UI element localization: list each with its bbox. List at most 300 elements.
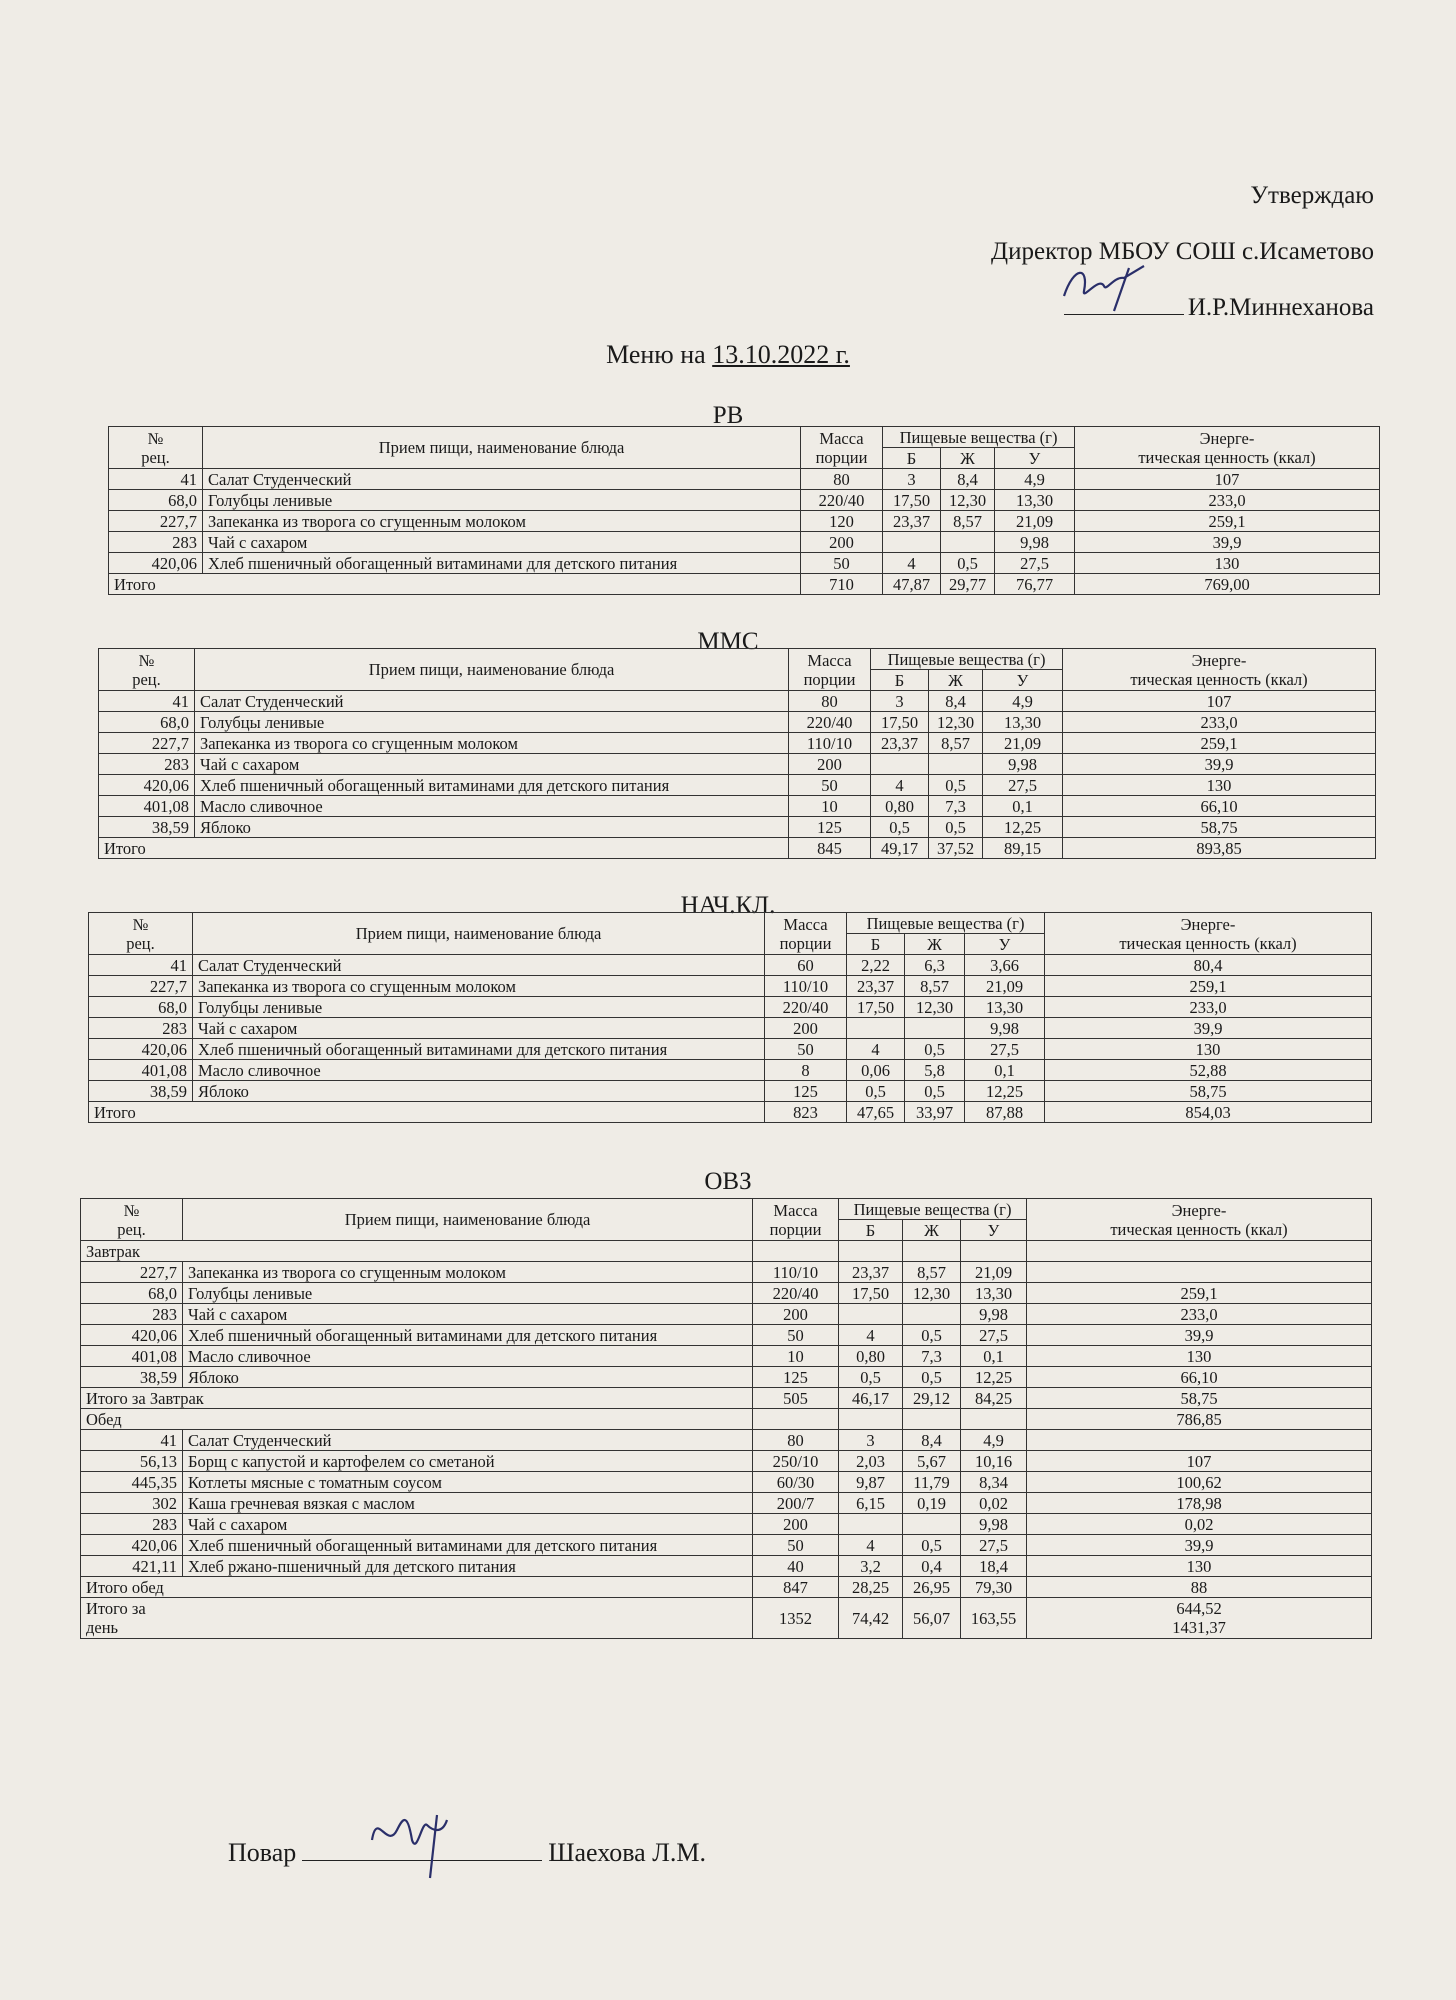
carbs-value: 3,66	[965, 955, 1045, 976]
total-label: Итого	[89, 1102, 765, 1123]
protein-value: 17,50	[839, 1283, 903, 1304]
dish-name: Котлеты мясные с томатным соусом	[183, 1472, 753, 1493]
table-row	[81, 1325, 1372, 1346]
carbs-value: 9,98	[965, 1018, 1045, 1039]
recipe-number: 283	[99, 754, 195, 775]
protein-value: 17,50	[883, 490, 941, 511]
cook-name: Шаехова Л.М.	[548, 1838, 706, 1867]
total-energy: 854,03	[1045, 1102, 1372, 1123]
recipe-number: 56,13	[81, 1451, 183, 1472]
header-energy1: Энерге-	[1180, 914, 1236, 934]
recipe-number: 401,08	[81, 1346, 183, 1367]
carbs-value: 0,1	[961, 1346, 1027, 1367]
dish-name: Хлеб пшеничный обогащенный витаминами для детского питания	[183, 1535, 753, 1556]
fat-value: 7,3	[929, 796, 983, 817]
table-row	[81, 1556, 1372, 1577]
day-total-carbs: 163,55	[961, 1598, 1027, 1639]
carbs-value: 21,09	[995, 511, 1075, 532]
dish-name: Хлеб пшеничный обогащенный витаминами для детского питания	[203, 553, 801, 574]
fat-value: 5,8	[905, 1060, 965, 1081]
approval-label: Утверждаю	[1250, 182, 1374, 209]
table-row	[81, 1451, 1372, 1472]
total-protein: 28,25	[839, 1577, 903, 1598]
recipe-number: 302	[81, 1493, 183, 1514]
carbs-value: 27,5	[983, 775, 1063, 796]
protein-value: 0,5	[847, 1081, 905, 1102]
total-fat: 29,12	[903, 1388, 961, 1409]
recipe-number: 283	[109, 532, 203, 553]
energy-value: 178,98	[1027, 1493, 1372, 1514]
fat-value: 8,57	[929, 733, 983, 754]
portion-mass: 250/10	[753, 1451, 839, 1472]
header-b: Б	[883, 448, 941, 469]
table-row	[89, 976, 1372, 997]
day-total-label1: Итого за	[86, 1599, 146, 1618]
header-mass1: Масса	[773, 1200, 818, 1220]
energy-value: 233,0	[1027, 1304, 1372, 1325]
header-energy2: тическая ценность (ккал)	[1119, 933, 1297, 953]
recipe-number: 420,06	[81, 1535, 183, 1556]
table-row	[89, 1039, 1372, 1060]
energy-value: 39,9	[1075, 532, 1380, 553]
portion-mass: 50	[789, 775, 871, 796]
carbs-value: 9,98	[961, 1304, 1027, 1325]
fat-value	[941, 532, 995, 553]
total-mass: 710	[801, 574, 883, 595]
day-total-protein: 74,42	[839, 1598, 903, 1639]
header-num: №	[147, 428, 164, 448]
header-dish: Прием пищи, наименование блюда	[203, 427, 801, 469]
fat-value: 12,30	[905, 997, 965, 1018]
approval-block	[991, 168, 1374, 336]
dish-name: Голубцы ленивые	[195, 712, 789, 733]
recipe-number: 41	[109, 469, 203, 490]
portion-mass: 40	[753, 1556, 839, 1577]
protein-value: 4	[847, 1039, 905, 1060]
header-mass2: порции	[779, 933, 832, 953]
director-name: И.Р.Миннеханова	[1187, 294, 1374, 321]
header-rec-cell	[99, 649, 195, 691]
energy-value: 66,10	[1063, 796, 1376, 817]
header-mass2: порции	[769, 1219, 822, 1239]
recipe-number: 68,0	[89, 997, 193, 1018]
total-energy: 769,00	[1075, 574, 1380, 595]
fat-value	[903, 1514, 961, 1535]
header-zh: Ж	[941, 448, 995, 469]
header-rec: рец.	[117, 1219, 146, 1239]
header-energy	[1045, 913, 1372, 955]
recipe-number: 38,59	[99, 817, 195, 838]
carbs-value: 12,25	[965, 1081, 1045, 1102]
header-mass1: Масса	[783, 914, 828, 934]
empty-cell	[753, 1241, 839, 1262]
portion-mass: 8	[765, 1060, 847, 1081]
total-row	[81, 1577, 1372, 1598]
table-row	[109, 511, 1380, 532]
protein-value: 2,03	[839, 1451, 903, 1472]
header-energy	[1027, 1199, 1372, 1241]
protein-value: 2,22	[847, 955, 905, 976]
meal-label-row	[81, 1409, 1372, 1430]
energy-value: 100,62	[1027, 1472, 1372, 1493]
header-u: У	[961, 1220, 1027, 1241]
carbs-value: 13,30	[961, 1283, 1027, 1304]
energy-value: 233,0	[1045, 997, 1372, 1018]
header-mass	[801, 427, 883, 469]
table-body	[109, 427, 1380, 595]
table-row	[109, 532, 1380, 553]
carbs-value: 9,98	[961, 1514, 1027, 1535]
carbs-value: 27,5	[961, 1325, 1027, 1346]
fat-value: 8,4	[941, 469, 995, 490]
energy-value: 233,0	[1063, 712, 1376, 733]
protein-value: 23,37	[847, 976, 905, 997]
header-energy	[1063, 649, 1376, 691]
portion-mass: 50	[765, 1039, 847, 1060]
dish-name: Запеканка из творога со сгущенным молоком	[195, 733, 789, 754]
dish-name: Запеканка из творога со сгущенным молоком	[183, 1262, 753, 1283]
header-nutrients: Пищевые вещества (г)	[883, 427, 1075, 448]
fat-value	[903, 1304, 961, 1325]
dish-name: Хлеб пшеничный обогащенный витаминами для детского питания	[195, 775, 789, 796]
fat-value: 0,5	[903, 1325, 961, 1346]
fat-value: 5,67	[903, 1451, 961, 1472]
header-energy1: Энерге-	[1191, 650, 1247, 670]
portion-mass: 220/40	[765, 997, 847, 1018]
director-signature	[1064, 292, 1184, 315]
dish-name: Голубцы ленивые	[203, 490, 801, 511]
portion-mass: 10	[753, 1346, 839, 1367]
dish-name: Борщ с капустой и картофелем со сметаной	[183, 1451, 753, 1472]
table-row	[81, 1493, 1372, 1514]
carbs-value: 21,09	[961, 1262, 1027, 1283]
cook-signature	[302, 1840, 542, 1861]
approval-signature-row	[991, 280, 1374, 336]
recipe-number: 227,7	[109, 511, 203, 532]
recipe-number: 38,59	[89, 1081, 193, 1102]
protein-value: 3,2	[839, 1556, 903, 1577]
dish-name: Чай с сахаром	[183, 1514, 753, 1535]
header-nutrients: Пищевые вещества (г)	[871, 649, 1063, 670]
portion-mass: 50	[753, 1325, 839, 1346]
table-row	[81, 1430, 1372, 1451]
table-row	[89, 1018, 1372, 1039]
table-row	[81, 1535, 1372, 1556]
header-mass	[753, 1199, 839, 1241]
fat-value: 11,79	[903, 1472, 961, 1493]
total-protein: 49,17	[871, 838, 929, 859]
energy-value: 259,1	[1045, 976, 1372, 997]
carbs-value: 4,9	[995, 469, 1075, 490]
dish-name: Чай с сахаром	[195, 754, 789, 775]
header-nutrients: Пищевые вещества (г)	[839, 1199, 1027, 1220]
empty-cell	[903, 1409, 961, 1430]
table-row	[81, 1262, 1372, 1283]
energy-value	[1027, 1262, 1372, 1283]
energy-value: 233,0	[1075, 490, 1380, 511]
portion-mass: 60/30	[753, 1472, 839, 1493]
total-label: Итого	[99, 838, 789, 859]
carbs-value: 27,5	[965, 1039, 1045, 1060]
recipe-number: 401,08	[89, 1060, 193, 1081]
protein-value: 4	[883, 553, 941, 574]
header-num: №	[138, 650, 155, 670]
header-u: У	[995, 448, 1075, 469]
energy-value: 0,02	[1027, 1514, 1372, 1535]
portion-mass: 200	[801, 532, 883, 553]
recipe-number: 227,7	[81, 1262, 183, 1283]
empty-cell	[753, 1409, 839, 1430]
protein-value	[883, 532, 941, 553]
header-row	[99, 649, 1376, 670]
protein-value: 23,37	[839, 1262, 903, 1283]
header-mass2: порции	[815, 447, 868, 467]
header-nutrients: Пищевые вещества (г)	[847, 913, 1045, 934]
portion-mass: 110/10	[753, 1262, 839, 1283]
table-row	[81, 1304, 1372, 1325]
recipe-number: 227,7	[99, 733, 195, 754]
energy-value: 107	[1075, 469, 1380, 490]
total-row	[99, 838, 1376, 859]
title-prefix: Меню на	[606, 340, 706, 369]
protein-value	[871, 754, 929, 775]
meal-label: Обед	[81, 1409, 753, 1430]
carbs-value: 8,34	[961, 1472, 1027, 1493]
portion-mass: 200	[753, 1514, 839, 1535]
table-row	[109, 553, 1380, 574]
protein-value: 0,5	[871, 817, 929, 838]
table-row	[109, 490, 1380, 511]
carbs-value: 21,09	[983, 733, 1063, 754]
dish-name: Масло сливочное	[183, 1346, 753, 1367]
header-b: Б	[871, 670, 929, 691]
protein-value	[839, 1304, 903, 1325]
protein-value: 9,87	[839, 1472, 903, 1493]
recipe-number: 420,06	[89, 1039, 193, 1060]
carbs-value: 27,5	[961, 1535, 1027, 1556]
carbs-value: 0,1	[965, 1060, 1045, 1081]
protein-value: 0,80	[839, 1346, 903, 1367]
empty-cell	[961, 1241, 1027, 1262]
day-total-energy	[1027, 1598, 1372, 1639]
total-label: Итого	[109, 574, 801, 595]
fat-value: 7,3	[903, 1346, 961, 1367]
protein-value: 0,06	[847, 1060, 905, 1081]
header-mass2: порции	[803, 669, 856, 689]
dish-name: Салат Студенческий	[195, 691, 789, 712]
energy-value	[1027, 1430, 1372, 1451]
table-row	[99, 754, 1376, 775]
header-mass1: Масса	[819, 428, 864, 448]
table-row	[81, 1472, 1372, 1493]
portion-mass: 200	[753, 1304, 839, 1325]
header-zh: Ж	[903, 1220, 961, 1241]
table-row	[99, 817, 1376, 838]
total-fat: 33,97	[905, 1102, 965, 1123]
table-row	[81, 1346, 1372, 1367]
dish-name: Салат Студенческий	[203, 469, 801, 490]
table-row	[81, 1283, 1372, 1304]
energy-value: 130	[1075, 553, 1380, 574]
fat-value: 0,5	[905, 1081, 965, 1102]
cook-role: Повар	[228, 1838, 297, 1867]
section-title-mms: ММС	[697, 628, 759, 655]
carbs-value: 12,25	[961, 1367, 1027, 1388]
total-carbs: 89,15	[983, 838, 1063, 859]
total-energy: 88	[1027, 1577, 1372, 1598]
section-title-nach: НАЧ.КЛ.	[680, 892, 776, 919]
recipe-number: 68,0	[109, 490, 203, 511]
energy-value: 259,1	[1027, 1283, 1372, 1304]
protein-value: 17,50	[871, 712, 929, 733]
energy-value: 107	[1063, 691, 1376, 712]
protein-value: 3	[883, 469, 941, 490]
dish-name: Салат Студенческий	[183, 1430, 753, 1451]
protein-value: 6,15	[839, 1493, 903, 1514]
header-b: Б	[839, 1220, 903, 1241]
energy-value: 39,9	[1045, 1018, 1372, 1039]
table-row	[99, 775, 1376, 796]
dish-name: Запеканка из творога со сгущенным молоком	[203, 511, 801, 532]
portion-mass: 120	[801, 511, 883, 532]
energy-value: 58,75	[1063, 817, 1376, 838]
carbs-value: 4,9	[983, 691, 1063, 712]
menu-table-nach	[88, 912, 1372, 1123]
total-mass: 505	[753, 1388, 839, 1409]
header-b: Б	[847, 934, 905, 955]
carbs-value: 9,98	[983, 754, 1063, 775]
portion-mass: 110/10	[765, 976, 847, 997]
portion-mass: 125	[789, 817, 871, 838]
dish-name: Голубцы ленивые	[193, 997, 765, 1018]
recipe-number: 445,35	[81, 1472, 183, 1493]
header-row	[89, 913, 1372, 934]
header-energy1: Энерге-	[1171, 1200, 1227, 1220]
header-rec-cell	[81, 1199, 183, 1241]
header-energy	[1075, 427, 1380, 469]
header-row	[109, 427, 1380, 448]
table-row	[99, 691, 1376, 712]
fat-value	[905, 1018, 965, 1039]
fat-value: 0,5	[905, 1039, 965, 1060]
carbs-value: 21,09	[965, 976, 1045, 997]
energy-value: 66,10	[1027, 1367, 1372, 1388]
protein-value	[847, 1018, 905, 1039]
recipe-number: 41	[81, 1430, 183, 1451]
energy-value: 130	[1045, 1039, 1372, 1060]
cook-signature-block	[228, 1838, 706, 1868]
dish-name: Чай с сахаром	[183, 1304, 753, 1325]
fat-value: 0,4	[903, 1556, 961, 1577]
recipe-number: 68,0	[81, 1283, 183, 1304]
recipe-number: 283	[81, 1304, 183, 1325]
header-mass	[789, 649, 871, 691]
energy-value: 130	[1063, 775, 1376, 796]
portion-mass: 125	[753, 1367, 839, 1388]
header-num: №	[123, 1200, 140, 1220]
table-row	[89, 997, 1372, 1018]
recipe-number: 227,7	[89, 976, 193, 997]
meal-energy: 786,85	[1027, 1409, 1372, 1430]
carbs-value: 27,5	[995, 553, 1075, 574]
fat-value: 0,19	[903, 1493, 961, 1514]
recipe-number: 401,08	[99, 796, 195, 817]
header-dish: Прием пищи, наименование блюда	[193, 913, 765, 955]
table-body	[89, 913, 1372, 1123]
total-row	[89, 1102, 1372, 1123]
dish-name: Хлеб пшеничный обогащенный витаминами для детского питания	[193, 1039, 765, 1060]
protein-value: 0,5	[839, 1367, 903, 1388]
total-protein: 47,65	[847, 1102, 905, 1123]
header-u: У	[965, 934, 1045, 955]
fat-value: 8,57	[941, 511, 995, 532]
total-carbs: 84,25	[961, 1388, 1027, 1409]
dish-name: Хлеб пшеничный обогащенный витаминами для детского питания	[183, 1325, 753, 1346]
energy-value: 80,4	[1045, 955, 1372, 976]
energy-value: 39,9	[1027, 1535, 1372, 1556]
header-rec-cell	[109, 427, 203, 469]
dish-name: Чай с сахаром	[203, 532, 801, 553]
energy-value: 39,9	[1027, 1325, 1372, 1346]
dish-name: Салат Студенческий	[193, 955, 765, 976]
dish-name: Голубцы ленивые	[183, 1283, 753, 1304]
table-row	[89, 1081, 1372, 1102]
protein-value: 4	[871, 775, 929, 796]
total-protein: 47,87	[883, 574, 941, 595]
fat-value: 0,5	[903, 1367, 961, 1388]
fat-value: 8,57	[905, 976, 965, 997]
total-fat: 26,95	[903, 1577, 961, 1598]
portion-mass: 200	[789, 754, 871, 775]
empty-cell	[1027, 1241, 1372, 1262]
portion-mass: 60	[765, 955, 847, 976]
energy-value: 107	[1027, 1451, 1372, 1472]
recipe-number: 421,11	[81, 1556, 183, 1577]
carbs-value: 12,25	[983, 817, 1063, 838]
portion-mass: 80	[753, 1430, 839, 1451]
total-mass: 847	[753, 1577, 839, 1598]
fat-value: 12,30	[903, 1283, 961, 1304]
header-mass1: Масса	[807, 650, 852, 670]
protein-value	[839, 1514, 903, 1535]
portion-mass: 80	[789, 691, 871, 712]
fat-value: 6,3	[905, 955, 965, 976]
header-mass	[765, 913, 847, 955]
protein-value: 23,37	[871, 733, 929, 754]
header-num: №	[132, 914, 149, 934]
meal-label: Завтрак	[81, 1241, 753, 1262]
total-row	[81, 1388, 1372, 1409]
fat-value: 0,5	[929, 817, 983, 838]
section-title-ovz: ОВЗ	[704, 1168, 752, 1195]
dish-name: Яблоко	[183, 1367, 753, 1388]
dish-name: Яблоко	[195, 817, 789, 838]
protein-value: 0,80	[871, 796, 929, 817]
header-dish: Прием пищи, наименование блюда	[183, 1199, 753, 1241]
total-protein: 46,17	[839, 1388, 903, 1409]
carbs-value: 9,98	[995, 532, 1075, 553]
title-date: 13.10.2022 г.	[712, 340, 850, 369]
recipe-number: 420,06	[109, 553, 203, 574]
total-row	[109, 574, 1380, 595]
portion-mass: 50	[801, 553, 883, 574]
protein-value: 4	[839, 1325, 903, 1346]
dish-name: Каша гречневая вязкая с маслом	[183, 1493, 753, 1514]
fat-value: 8,57	[903, 1262, 961, 1283]
recipe-number: 420,06	[99, 775, 195, 796]
portion-mass: 200/7	[753, 1493, 839, 1514]
dish-name: Масло сливочное	[193, 1060, 765, 1081]
